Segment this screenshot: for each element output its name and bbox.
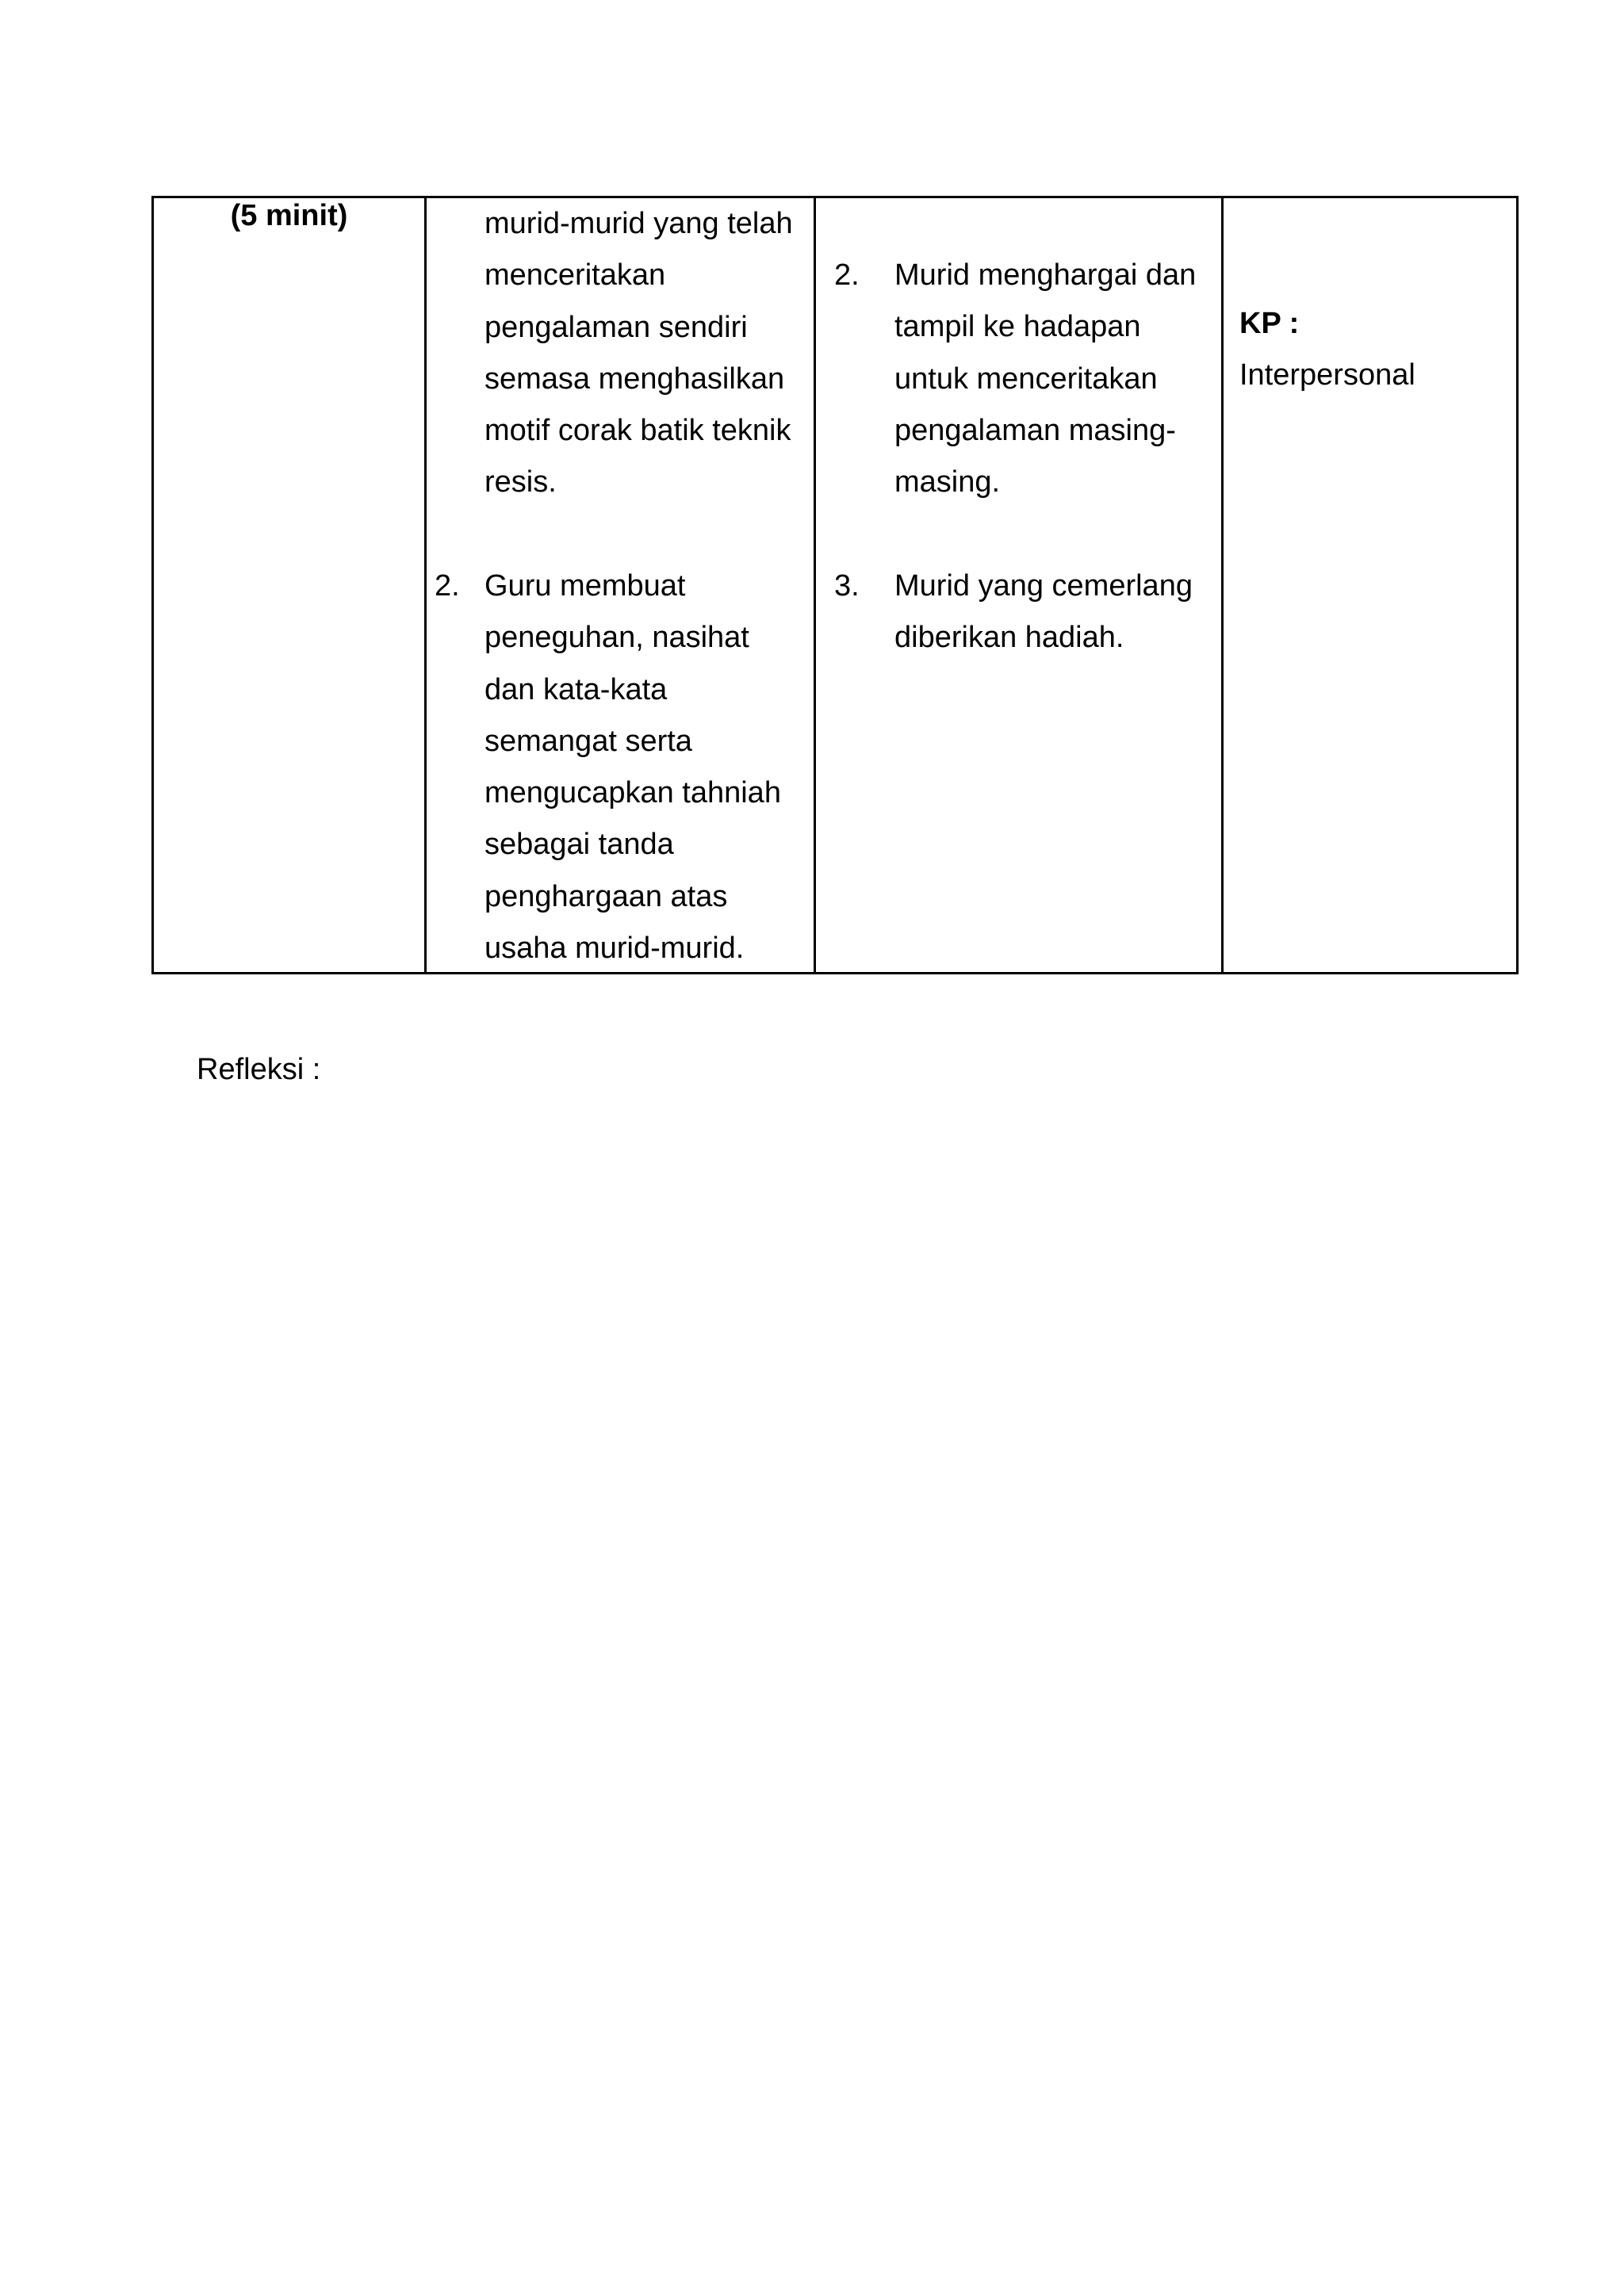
teacher-line: murid-murid yang telah bbox=[485, 207, 793, 240]
teacher-line: Guru membuat bbox=[485, 569, 686, 603]
reflection-label: Refleksi : bbox=[197, 1053, 321, 1086]
teacher-line: usaha murid-murid. bbox=[485, 932, 745, 966]
student-item-text bbox=[894, 250, 1212, 508]
teacher-item bbox=[427, 198, 814, 509]
student-item bbox=[816, 561, 1221, 664]
teacher-line: semangat serta bbox=[485, 724, 692, 758]
student-line: tampil ke hadapan bbox=[894, 310, 1141, 344]
student-line: Murid yang cemerlang bbox=[894, 569, 1193, 603]
teacher-item-text bbox=[485, 198, 802, 509]
student-item bbox=[816, 250, 1221, 508]
time-duration: (5 minit) bbox=[230, 199, 348, 232]
notes-cell bbox=[1223, 197, 1518, 974]
teacher-line: dan kata-kata bbox=[485, 672, 668, 706]
student-item-number: 2. bbox=[834, 258, 860, 292]
time-cell bbox=[153, 197, 426, 974]
student-line: pengalaman masing- bbox=[894, 413, 1176, 447]
student-line: untuk menceritakan bbox=[894, 362, 1158, 396]
student-activity-cell bbox=[815, 197, 1223, 974]
lesson-plan-table bbox=[151, 196, 1519, 974]
student-line: diberikan hadiah. bbox=[894, 621, 1124, 655]
student-item-number: 3. bbox=[834, 569, 860, 603]
teacher-line: pengalaman sendiri bbox=[485, 310, 748, 344]
teacher-line: peneguhan, nasihat bbox=[485, 621, 749, 655]
student-item-text bbox=[894, 561, 1212, 664]
teacher-line: motif corak batik teknik bbox=[485, 414, 791, 448]
teacher-item-number: 2. bbox=[435, 569, 460, 603]
teacher-line: menceritakan bbox=[485, 258, 666, 293]
teacher-item-text bbox=[485, 561, 802, 974]
teacher-item bbox=[427, 561, 814, 974]
table-row bbox=[153, 197, 1518, 974]
teacher-line: resis. bbox=[485, 465, 557, 499]
teacher-activity-cell bbox=[426, 197, 815, 974]
student-line: masing. bbox=[894, 465, 1001, 499]
student-line: Murid menghargai dan bbox=[894, 258, 1197, 292]
teacher-line: penghargaan atas bbox=[485, 879, 728, 913]
teacher-line: sebagai tanda bbox=[485, 828, 674, 862]
kp-value: Interpersonal bbox=[1239, 358, 1415, 392]
kp-label: KP : bbox=[1239, 307, 1300, 340]
teacher-line: semasa menghasilkan bbox=[485, 362, 785, 396]
teacher-line: mengucapkan tahniah bbox=[485, 776, 781, 810]
